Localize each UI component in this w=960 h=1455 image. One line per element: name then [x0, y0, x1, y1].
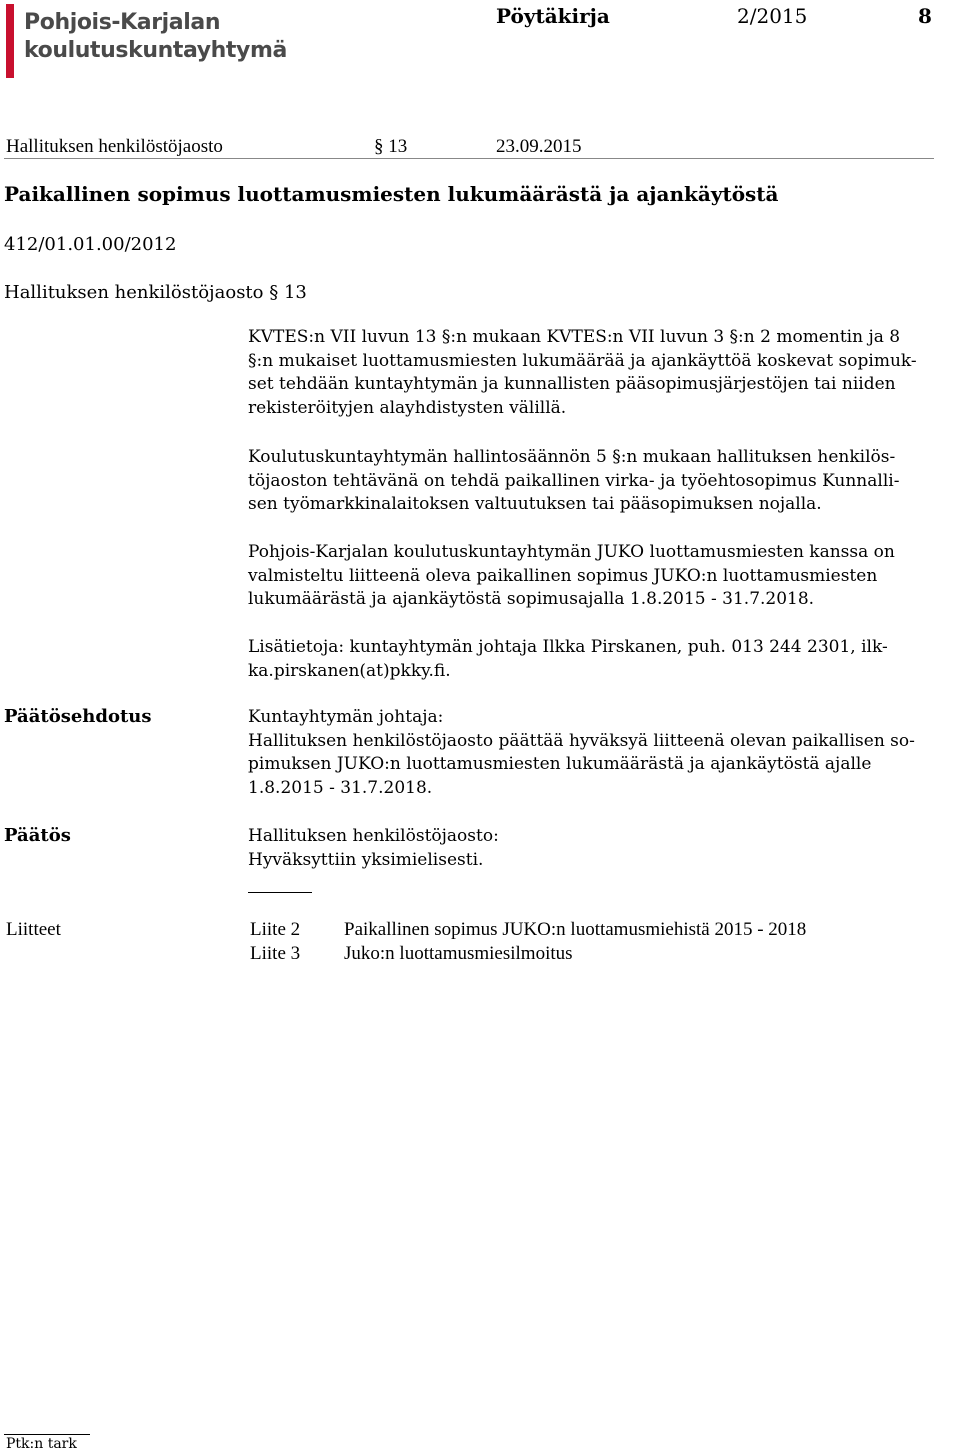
- reference-number: 412/01.01.00/2012: [4, 234, 177, 255]
- item-title: Paikallinen sopimus luottamusmiesten lukumäärästä ja ajankäytöstä: [4, 182, 779, 206]
- footer-line: [4, 1434, 90, 1435]
- paragraph-kvtes: KVTES:n VII luvun 13 §:n mukaan KVTES:n VII luvun 3 §:n 2 momentin ja 8 §:n mukaiset luottamusmiesten lukumäärää ja ajankäyttöä koskevat sopimuk- set tehdään kuntayhtymän ja kunnallisten pääsopimusjärjestöjen tai niiden rekisteröityjen alayhdistysten välillä.: [248, 327, 917, 418]
- attachment-title: Paikallinen sopimus JUKO:n luottamusmiehistä 2015 - 2018: [344, 919, 807, 940]
- meeting-body: Hallituksen henkilöstöjaosto: [6, 136, 223, 157]
- logo-mark: [6, 4, 14, 78]
- footer-check-label: Ptk:n tark: [6, 1436, 77, 1452]
- doc-number: 2/2015: [737, 4, 808, 28]
- page-number: 8: [918, 4, 932, 28]
- attachment-id: Liite 3: [250, 943, 301, 964]
- decision-end-line: [248, 892, 312, 893]
- paragraph-contact: Lisätietoja: kuntayhtymän johtaja Ilkka Pirskanen, puh. 013 244 2301, ilk- ka.pirskanen(at)pkky.fi.: [248, 637, 888, 681]
- org-logo-line1: Pohjois-Karjalan: [24, 10, 221, 35]
- header-separator: [4, 158, 934, 159]
- section-number: § 13: [374, 136, 408, 157]
- proposal-text: Kuntayhtymän johtaja: Hallituksen henkilöstöjaosto päättää hyväksyä liitteenä olevan paikallisen so- pimuksen JUKO:n luottamusmiesten lukumäärästä ja ajankäytöstä ajalle 1.8.2015 - 31.7.2018.: [248, 707, 915, 798]
- decision-text: Hallituksen henkilöstöjaosto: Hyväksyttiin yksimielisesti.: [248, 826, 499, 870]
- org-logo-line2: koulutuskuntayhtymä: [24, 38, 287, 63]
- paragraph-hallintosaanto: Koulutuskuntayhtymän hallintosäännön 5 §:n mukaan hallituksen henkilös- töjaoston tehtävänä on tehdä paikallinen virka- ja työehtosopimus Kunnalli- sen työmarkkinalaitoksen valtuutuksen tai pääsopimuksen nojalla.: [248, 447, 900, 515]
- prior-handling: Hallituksen henkilöstöjaosto § 13: [4, 282, 307, 303]
- attachment-title: Juko:n luottamusmiesilmoitus: [344, 943, 573, 964]
- proposal-label: Päätösehdotus: [4, 706, 152, 727]
- attachment-id: Liite 2: [250, 919, 301, 940]
- attachments-label: Liitteet: [6, 919, 61, 940]
- doc-type: Pöytäkirja: [496, 4, 610, 28]
- meeting-date: 23.09.2015: [496, 136, 582, 157]
- decision-label: Päätös: [4, 825, 71, 846]
- paragraph-juko: Pohjois-Karjalan koulutuskuntayhtymän JUKO luottamusmiesten kanssa on valmisteltu liitteenä oleva paikallinen sopimus JUKO:n luottamusmiesten lukumäärästä ja ajankäytöstä sopimusajalla 1.8.2015 - 31.7.2018.: [248, 542, 895, 610]
